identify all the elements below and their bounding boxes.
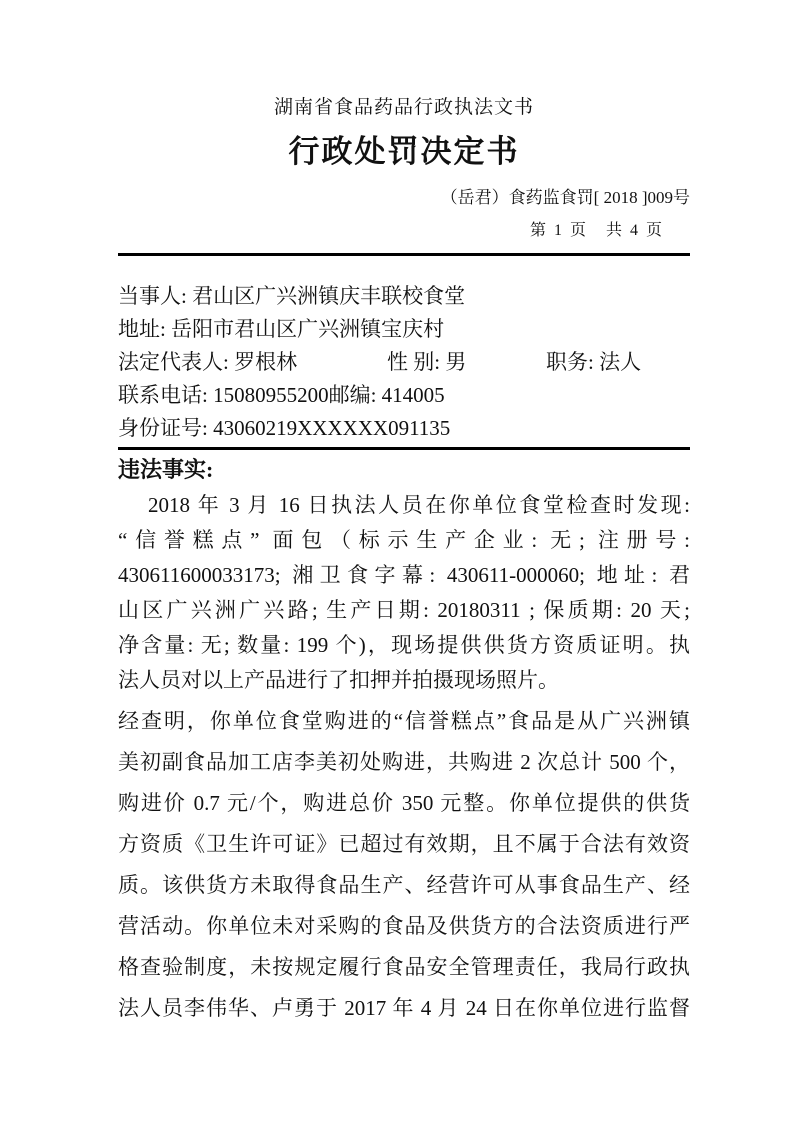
header-rule [118,253,690,256]
id-number-line: 身份证号: 43060219XXXXXX091135 [118,416,451,440]
facts-line: 法人员对以上产品进行了扣押并拍摄现场照片。 [118,668,559,692]
facts-line: 430611600033173; 湘卫食字幕: 430611-000060; 地址: 君 [118,563,690,587]
facts-line: “信誉糕点” 面包（标示生产企业: 无; 注册号: [118,528,690,552]
facts-line: 2018 年 3 月 16 日执法人员在你单位食堂检查时发现: [148,493,690,517]
document-header [118,96,690,241]
party-name-line: 当事人: 君山区广兴洲镇庆丰联校食堂 [118,284,466,308]
document-title: 行政处罚决定书 [288,134,520,169]
facts-line: 格查验制度，未按规定履行食品安全管理责任，我局行政执 [118,955,690,979]
legal-rep-row [118,346,690,379]
facts-line: 营活动。你单位未对采购的食品及供货方的合法资质进行严 [118,914,690,938]
party-address-line: 地址: 岳阳市君山区广兴洲镇宝庆村 [118,317,445,341]
facts-paragraph-1 [118,488,690,698]
facts-line: 净含量: 无; 数量: 199 个)，现场提供供货方资质证明。执 [118,633,690,657]
facts-line: 方资质《卫生许可证》已超过有效期，且不属于合法有效资 [118,832,690,856]
facts-section-heading: 违法事实: [118,457,214,482]
party-info-section [118,280,690,445]
facts-section [118,455,690,1029]
gender-field: 性 别: 男 [387,350,467,374]
facts-line: 山区广兴洲广兴路; 生产日期: 20180311 ; 保质期: 20 天; [118,598,690,622]
document-category-label: 湖南省食品药品行政执法文书 [273,97,534,118]
document-number: （岳君）食药监食罚[ 2018 ]009号 [440,188,690,207]
facts-line: 经查明，你单位食堂购进的“信誉糕点”食品是从广兴洲镇 [118,709,690,733]
facts-line: 质。该供货方未取得食品生产、经营许可从事食品生产、经 [118,873,690,897]
facts-line: 法人员李伟华、卢勇于 2017 年 4 月 24 日在你单位进行监督 [118,996,690,1020]
legal-rep-field: 法定代表人: 罗根林 [118,350,298,374]
facts-line: 购进价 0.7 元/个，购进总价 350 元整。你单位提供的供货 [118,791,690,815]
page-indicator: 第 1 页 共 4 页 [529,222,664,239]
phone-postal-line: 联系电话: 15080955200邮编: 414005 [118,383,445,407]
facts-paragraph-2 [118,701,690,1029]
job-title-field: 职务: 法人 [546,350,642,374]
facts-line: 美初副食品加工店李美初处购进，共购进 2 次总计 500 个， [118,750,690,774]
party-facts-divider [118,447,690,450]
